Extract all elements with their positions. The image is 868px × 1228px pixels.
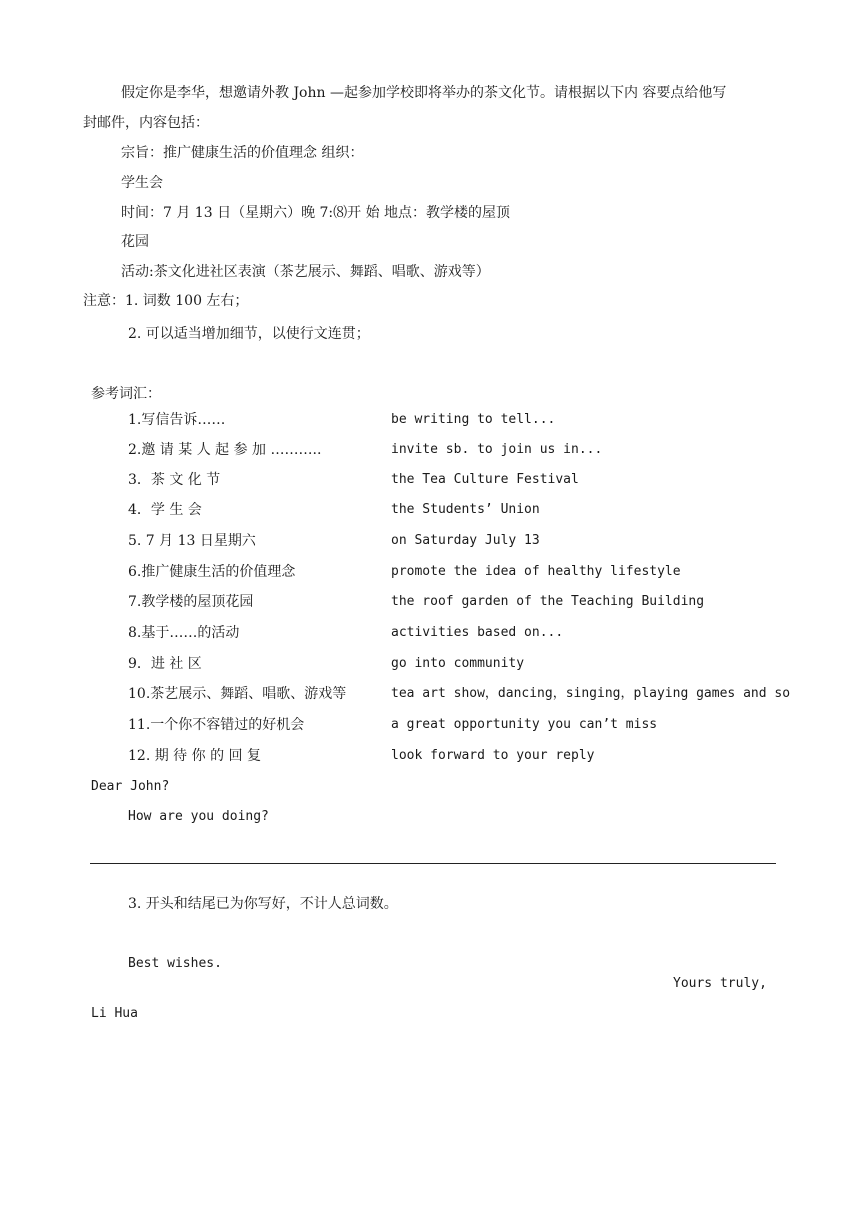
vocab-en: go into community [391,656,525,671]
note-3: 3. 开头和结尾已为你写好，不计人总词数。 [128,896,398,912]
point-organizer: 学生会 [121,175,163,191]
vocab-en: on Saturday July 13 [391,533,540,548]
vocab-zh: 1.写信告诉…… [128,412,226,428]
point-purpose: 宗旨：推广健康生活的价值理念 组织： [121,145,364,161]
letter-signoff: Yours truly, [673,976,767,991]
vocab-zh: 8.基于……的活动 [128,625,240,641]
writing-line [90,863,776,864]
point-time: 时间：7 月 13 日（星期六）晚 7:⑻开 始 地点：教学楼的屋顶 [121,205,511,221]
vocab-en: a great opportunity you can’t miss [391,717,658,732]
vocab-heading: 参考词汇： [91,386,161,402]
vocab-zh: 11.一个你不容错过的好机会 [128,717,305,733]
vocab-zh: 6.推广健康生活的价值理念 [128,564,296,580]
vocab-zh: 9．进 社 区 [128,656,202,672]
letter-greeting: Dear John? [91,779,170,794]
vocab-en: activities based on... [391,625,564,640]
letter-closing-wish: Best wishes. [128,956,222,971]
letter-signature: Li Hua [91,1006,138,1021]
vocab-en: the Students’ Union [391,502,540,517]
vocab-zh: 5. 7 月 13 日星期六 [128,533,256,549]
vocab-en: tea art show，dancing，singing，playing games and so [391,686,791,701]
vocab-en: be writing to tell... [391,412,556,427]
vocab-zh: 10.茶艺展示、舞蹈、唱歌、游戏等 [128,686,347,702]
vocab-zh: 12. 期 待 你 的 回 复 [128,748,261,764]
note-2: 2. 可以适当增加细节，以使行文连贯； [128,326,370,342]
vocab-zh: 7.教学楼的屋顶花园 [128,594,254,610]
vocab-en: look forward to your reply [391,748,595,763]
prompt-intro-line-1: 假定你是李华，想邀请外教 John —起参加学校即将举办的茶文化节。请根据以下内 容要点给他写 [121,85,727,101]
vocab-en: the roof garden of the Teaching Building [391,594,705,609]
point-activities: 活动:茶文化进社区表演（茶艺展示、舞蹈、唱歌、游戏等） [121,264,490,280]
point-place: 花园 [121,234,149,250]
vocab-zh: 4．学 生 会 [128,502,202,518]
vocab-zh: 2.邀 请 某 人 起 参 加 ……….. [128,442,322,458]
vocab-zh: 3．茶 文 化 节 [128,472,221,488]
letter-opening: How are you doing? [128,809,269,824]
prompt-intro-line-2: 封邮件，内容包括： [83,115,209,131]
vocab-en: invite sb. to join us in... [391,442,603,457]
note-1: 注意：1. 词数 100 左右； [83,293,249,309]
vocab-en: promote the idea of healthy lifestyle [391,564,681,579]
vocab-en: the Tea Culture Festival [391,472,579,487]
